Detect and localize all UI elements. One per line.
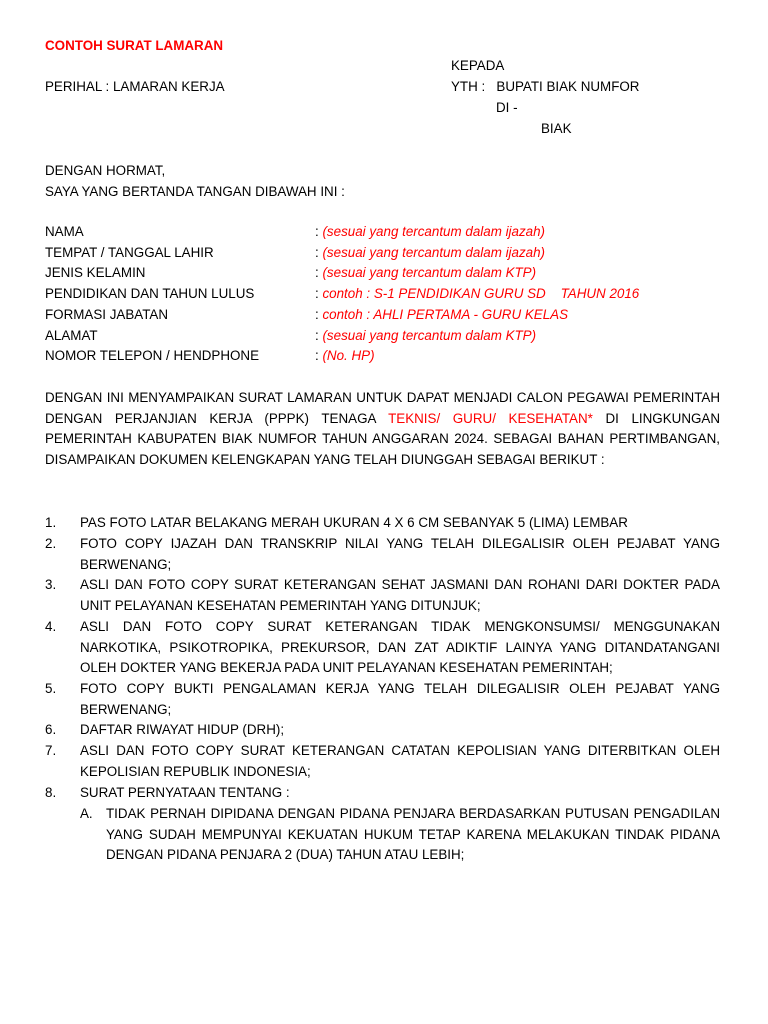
list-number: 6. xyxy=(45,722,57,737)
field-separator: : xyxy=(315,307,319,322)
field-separator: : xyxy=(315,245,319,260)
list-number: 4. xyxy=(45,619,57,634)
subject-line: PERIHAL : LAMARAN KERJA xyxy=(45,79,225,94)
field-separator: : xyxy=(315,286,319,301)
list-item: ASLI DAN FOTO COPY SURAT KETERANGAN SEHAT JASMANI DAN ROHANI DARI DOKTER PADA UNIT PELAYANAN KESEHATAN PEMERINTAH YANG DITUNJUK; xyxy=(80,577,720,613)
field-value-formasi xyxy=(315,305,568,325)
recipient-place: BIAK xyxy=(541,121,572,136)
body-text: DENGAN INI MENYAMPAIKAN SURAT LAMARAN UNTUK DAPAT MENJADI CALON PEGAWAI PEMERINTAH DENGAN PERJANJIAN KERJA (PPPK) TENAGA xyxy=(45,390,720,426)
field-value-nama xyxy=(315,222,545,242)
sublist-letter: A. xyxy=(80,806,93,821)
field-value-text: (sesuai yang tercantum dalam KTP) xyxy=(322,328,537,343)
field-value-text: (sesuai yang tercantum dalam ijazah) xyxy=(322,245,546,260)
list-number: 2. xyxy=(45,536,57,551)
list-item: ASLI DAN FOTO COPY SURAT KETERANGAN CATATAN KEPOLISIAN YANG DITERBITKAN OLEH KEPOLISIAN REPUBLIK INDONESIA; xyxy=(80,743,720,779)
document-title: CONTOH SURAT LAMARAN xyxy=(45,38,224,53)
field-value-jenis-kelamin xyxy=(315,263,536,283)
list-item: ASLI DAN FOTO COPY SURAT KETERANGAN TIDAK MENGKONSUMSI/ MENGGUNAKAN NARKOTIKA, PSIKOTROPIKA, PREKURSOR, DAN ZAT ADIKTIF LAINYA YANG DITANDATANGANI OLEH DOKTER YANG BEKERJA PADA UNIT PELAYANAN KESEHATAN PEMERINTAH; xyxy=(80,619,720,676)
body-highlight: TEKNIS/ GURU/ KESEHATAN* xyxy=(388,410,593,426)
list-number: 7. xyxy=(45,743,57,758)
field-value-text: contoh : S-1 PENDIDIKAN GURU SD TAHUN 2016 xyxy=(322,286,640,301)
list-item: SURAT PERNYATAAN TENTANG : xyxy=(80,785,290,800)
field-value-text: contoh : AHLI PERTAMA - GURU KELAS xyxy=(322,307,569,322)
body-paragraph xyxy=(45,388,720,471)
body-text: DI LINGKUNGAN PEMERINTAH KABUPATEN BIAK NUMFOR TAHUN ANGGARAN 2024. SEBAGAI BAHAN PERTIMBANGAN, DISAMPAIKAN DOKUMEN KELENGKAPAN YANG TELAH DIUNGGAH SEBAGAI BERIKUT : xyxy=(45,410,721,468)
field-value-text: (sesuai yang tercantum dalam ijazah) xyxy=(322,224,546,239)
recipient-yth: YTH : BUPATI BIAK NUMFOR xyxy=(451,79,640,94)
field-value-alamat xyxy=(315,326,536,346)
recipient-kepada: KEPADA xyxy=(451,58,505,73)
field-label-nama: NAMA xyxy=(45,224,84,239)
list-item: FOTO COPY BUKTI PENGALAMAN KERJA YANG TELAH DILEGALISIR OLEH PEJABAT YANG BERWENANG; xyxy=(80,681,720,717)
intro-line: SAYA YANG BERTANDA TANGAN DIBAWAH INI : xyxy=(45,184,345,199)
list-number: 5. xyxy=(45,681,57,696)
field-value-ttl xyxy=(315,243,545,263)
list-item: FOTO COPY IJAZAH DAN TRANSKRIP NILAI YANG TELAH DILEGALISIR OLEH PEJABAT YANG BERWENANG; xyxy=(80,536,720,572)
field-separator: : xyxy=(315,265,319,280)
list-number: 8. xyxy=(45,785,57,800)
field-label-alamat: ALAMAT xyxy=(45,328,98,343)
field-label-ttl: TEMPAT / TANGGAL LAHIR xyxy=(45,245,214,260)
field-value-telepon xyxy=(315,346,375,366)
field-label-pendidikan: PENDIDIKAN DAN TAHUN LULUS xyxy=(45,286,255,301)
field-label-jenis-kelamin: JENIS KELAMIN xyxy=(45,265,146,280)
list-number: 3. xyxy=(45,577,57,592)
field-label-formasi: FORMASI JABATAN xyxy=(45,307,169,322)
list-item: DAFTAR RIWAYAT HIDUP (DRH); xyxy=(80,722,285,737)
field-value-pendidikan xyxy=(315,284,639,304)
field-value-text: (No. HP) xyxy=(322,348,375,363)
field-separator: : xyxy=(315,328,319,343)
field-separator: : xyxy=(315,348,319,363)
field-value-text: (sesuai yang tercantum dalam KTP) xyxy=(322,265,537,280)
sublist-item: TIDAK PERNAH DIPIDANA DENGAN PIDANA PENJARA BERDASARKAN PUTUSAN PENGADILAN YANG SUDAH MEMPUNYAI KEKUATAN HUKUM TETAP KARENA MELAKUKAN TINDAK PIDANA DENGAN PIDANA PENJARA 2 (DUA) TAHUN ATAU LEBIH; xyxy=(106,806,720,863)
recipient-di: DI - xyxy=(496,100,518,115)
greeting: DENGAN HORMAT, xyxy=(45,163,166,178)
list-number: 1. xyxy=(45,515,57,530)
list-item: PAS FOTO LATAR BELAKANG MERAH UKURAN 4 X 6 CM SEBANYAK 5 (LIMA) LEMBAR xyxy=(80,515,628,530)
field-separator: : xyxy=(315,224,319,239)
field-label-telepon: NOMOR TELEPON / HENDPHONE xyxy=(45,348,260,363)
